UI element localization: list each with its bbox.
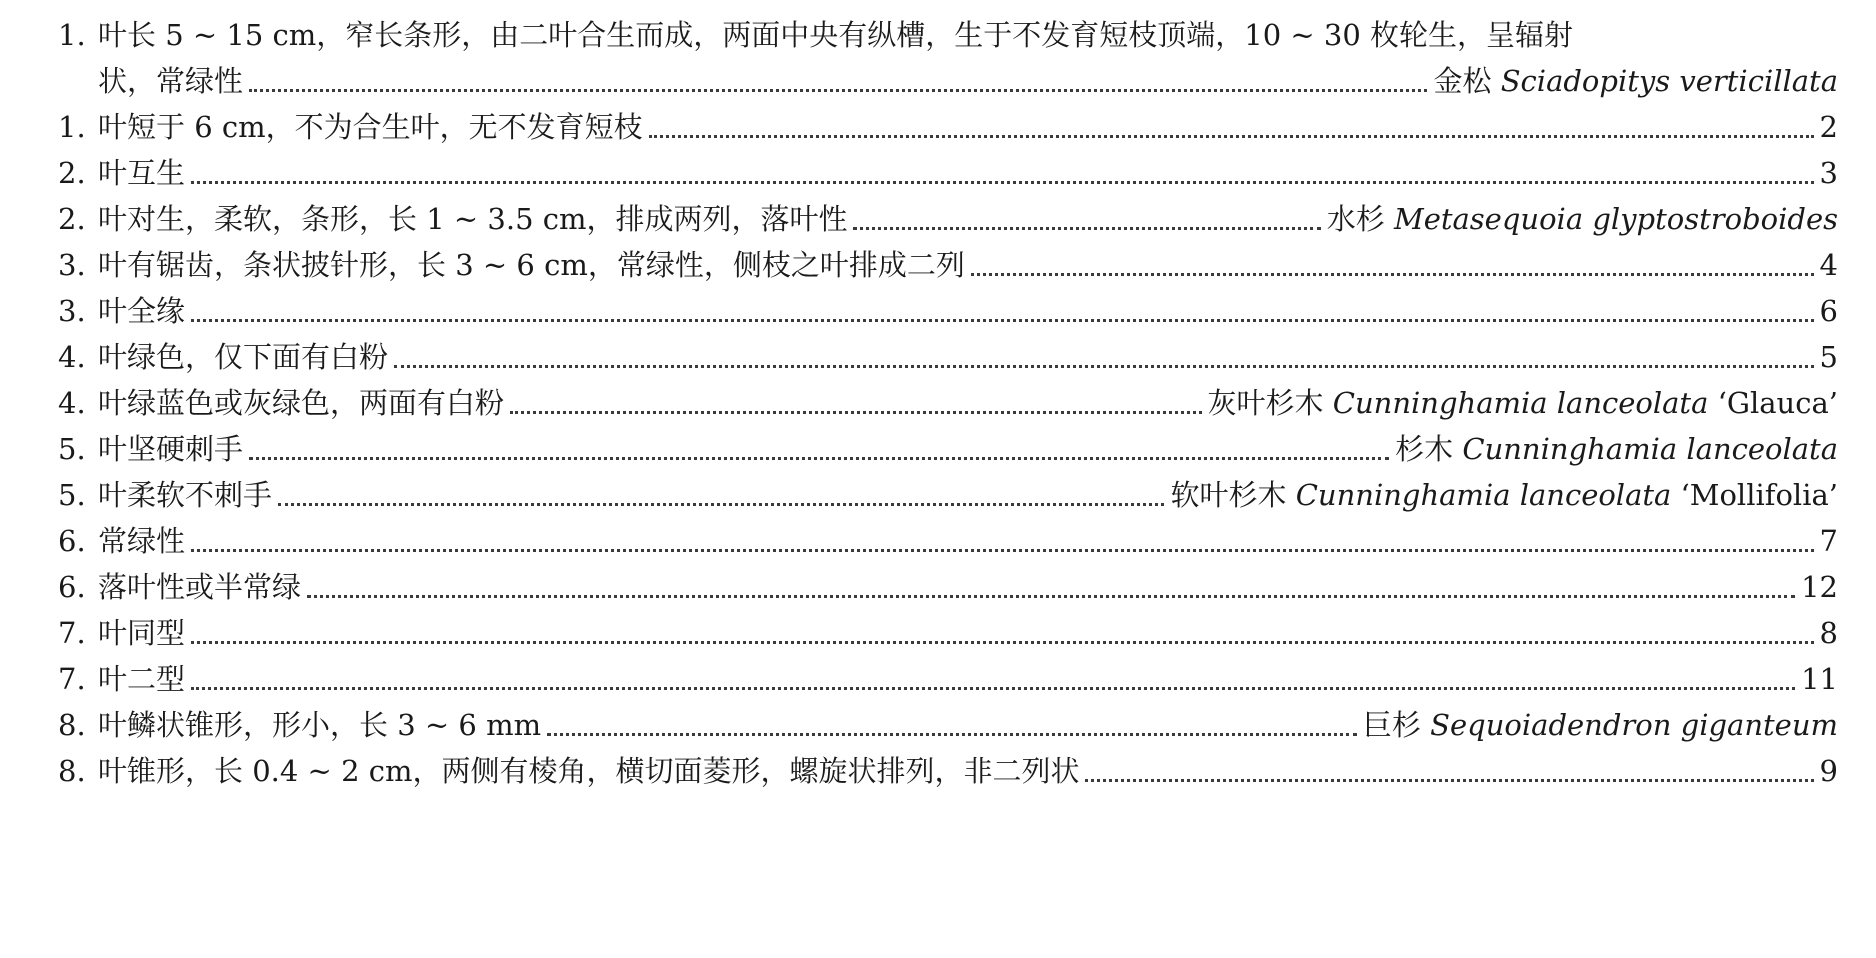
entry-description: 状，常绿性 (98, 64, 244, 98)
key-entry-7b (58, 658, 1838, 700)
species-scientific-name: Cunninghamia lanceolata (1295, 478, 1672, 512)
species-result (1208, 382, 1838, 424)
entry-description: 叶全缘 (98, 294, 186, 328)
species-chinese-name: 水杉 (1326, 202, 1385, 236)
leader-dots (394, 336, 1814, 378)
lead-number: 8 (1819, 616, 1838, 650)
lead-number: 7 (1819, 524, 1838, 558)
leader-dots (191, 658, 1795, 700)
leader-dots (191, 290, 1814, 332)
entry-description: 叶对生，柔软，条形，长 1 ~ 3.5 cm，排成两列，落叶性 (98, 202, 848, 236)
leader-dots (191, 612, 1814, 654)
entry-description: 叶互生 (98, 156, 186, 190)
entry-number: 7. (58, 662, 86, 696)
entry-number: 1. (58, 18, 86, 52)
leader-dots (1085, 750, 1813, 792)
key-entry-5a (58, 428, 1838, 470)
key-entry-4a (58, 336, 1838, 378)
key-entry-6b (58, 566, 1838, 608)
entry-number: 8. (58, 708, 86, 742)
entry-description: 叶长 5 ~ 15 cm，窄长条形，由二叶合生而成，两面中央有纵槽，生于不发育短枝顶端，10 ~ 30 枚轮生，呈辐射 (98, 18, 1574, 52)
entry-description: 叶绿蓝色或灰绿色，两面有白粉 (98, 386, 505, 420)
leader-dots (278, 474, 1164, 516)
entry-number: 4. (58, 340, 86, 374)
entry-description: 叶坚硬刺手 (98, 432, 244, 466)
entry-number: 3. (58, 294, 86, 328)
entry-number: 5. (58, 432, 86, 466)
entry-number: 2. (58, 156, 86, 190)
leader-dots (510, 382, 1202, 424)
entry-number: 5. (58, 478, 86, 512)
entry-description: 叶二型 (98, 662, 186, 696)
leader-dots (307, 566, 1795, 608)
leader-dots (853, 198, 1320, 240)
species-result (1433, 60, 1838, 102)
key-entry-6a (58, 520, 1838, 562)
lead-number: 9 (1819, 754, 1838, 788)
lead-number: 5 (1819, 340, 1838, 374)
lead-number: 2 (1819, 110, 1838, 144)
key-entry-3b (58, 290, 1838, 332)
entry-number: 4. (58, 386, 86, 420)
leader-dots (191, 152, 1814, 194)
key-entry-1a-line1 (58, 14, 1838, 56)
species-chinese-name: 软叶杉木 (1170, 478, 1287, 512)
entry-description: 叶锥形，长 0.4 ~ 2 cm，两侧有棱角，横切面菱形，螺旋状排列，非二列状 (98, 754, 1080, 788)
lead-number: 11 (1801, 662, 1838, 696)
species-result (1327, 198, 1838, 240)
species-result (1170, 474, 1838, 516)
entry-description: 叶短于 6 cm，不为合生叶，无不发育短枝 (98, 110, 643, 144)
leader-dots (649, 106, 1814, 148)
key-entry-8a (58, 704, 1838, 746)
entry-number: 3. (58, 248, 86, 282)
species-scientific-name: Metasequoia glyptostroboides (1394, 202, 1838, 236)
entry-number: 6. (58, 524, 86, 558)
entry-description: 叶柔软不刺手 (98, 478, 273, 512)
species-chinese-name: 灰叶杉木 (1207, 386, 1324, 420)
species-scientific-name: Sciadopitys verticillata (1500, 64, 1838, 98)
species-scientific-name: Sequoiadendron giganteum (1430, 708, 1838, 742)
leader-dots (971, 244, 1814, 286)
species-scientific-name: Cunninghamia lanceolata (1332, 386, 1709, 420)
entry-number: 7. (58, 616, 86, 650)
key-entry-5b (58, 474, 1838, 516)
species-chinese-name: 金松 (1433, 64, 1492, 98)
entry-description: 叶鳞状锥形，形小，长 3 ~ 6 mm (98, 708, 542, 742)
lead-number: 12 (1801, 570, 1838, 604)
key-entry-4b (58, 382, 1838, 424)
entry-description: 常绿性 (98, 524, 186, 558)
lead-number: 4 (1819, 248, 1838, 282)
key-entry-2b (58, 198, 1838, 240)
key-entry-1b (58, 106, 1838, 148)
entry-number: 6. (58, 570, 86, 604)
entry-description: 叶同型 (98, 616, 186, 650)
entry-description: 落叶性或半常绿 (98, 570, 302, 604)
entry-number: 8. (58, 754, 86, 788)
cultivar-name: ‘Mollifolia’ (1680, 478, 1838, 512)
key-entry-7a (58, 612, 1838, 654)
species-chinese-name: 杉木 (1395, 432, 1454, 466)
cultivar-name: ‘Glauca’ (1717, 386, 1838, 420)
species-scientific-name: Cunninghamia lanceolata (1462, 432, 1838, 466)
key-entry-8b (58, 750, 1838, 792)
lead-number: 3 (1819, 156, 1838, 190)
entry-description: 叶有锯齿，条状披针形，长 3 ~ 6 cm，常绿性，侧枝之叶排成二列 (98, 248, 965, 282)
entry-number: 1. (58, 110, 86, 144)
entry-description: 叶绿色，仅下面有白粉 (98, 340, 389, 374)
species-result (1363, 704, 1838, 746)
species-result (1395, 428, 1838, 470)
entry-number: 2. (58, 202, 86, 236)
key-entry-1a-line2 (58, 60, 1838, 102)
leader-dots (249, 428, 1389, 470)
leader-dots (547, 704, 1357, 746)
species-chinese-name: 巨杉 (1362, 708, 1421, 742)
key-entry-3a (58, 244, 1838, 286)
lead-number: 6 (1819, 294, 1838, 328)
key-entry-2a (58, 152, 1838, 194)
leader-dots (249, 60, 1427, 102)
leader-dots (191, 520, 1814, 562)
